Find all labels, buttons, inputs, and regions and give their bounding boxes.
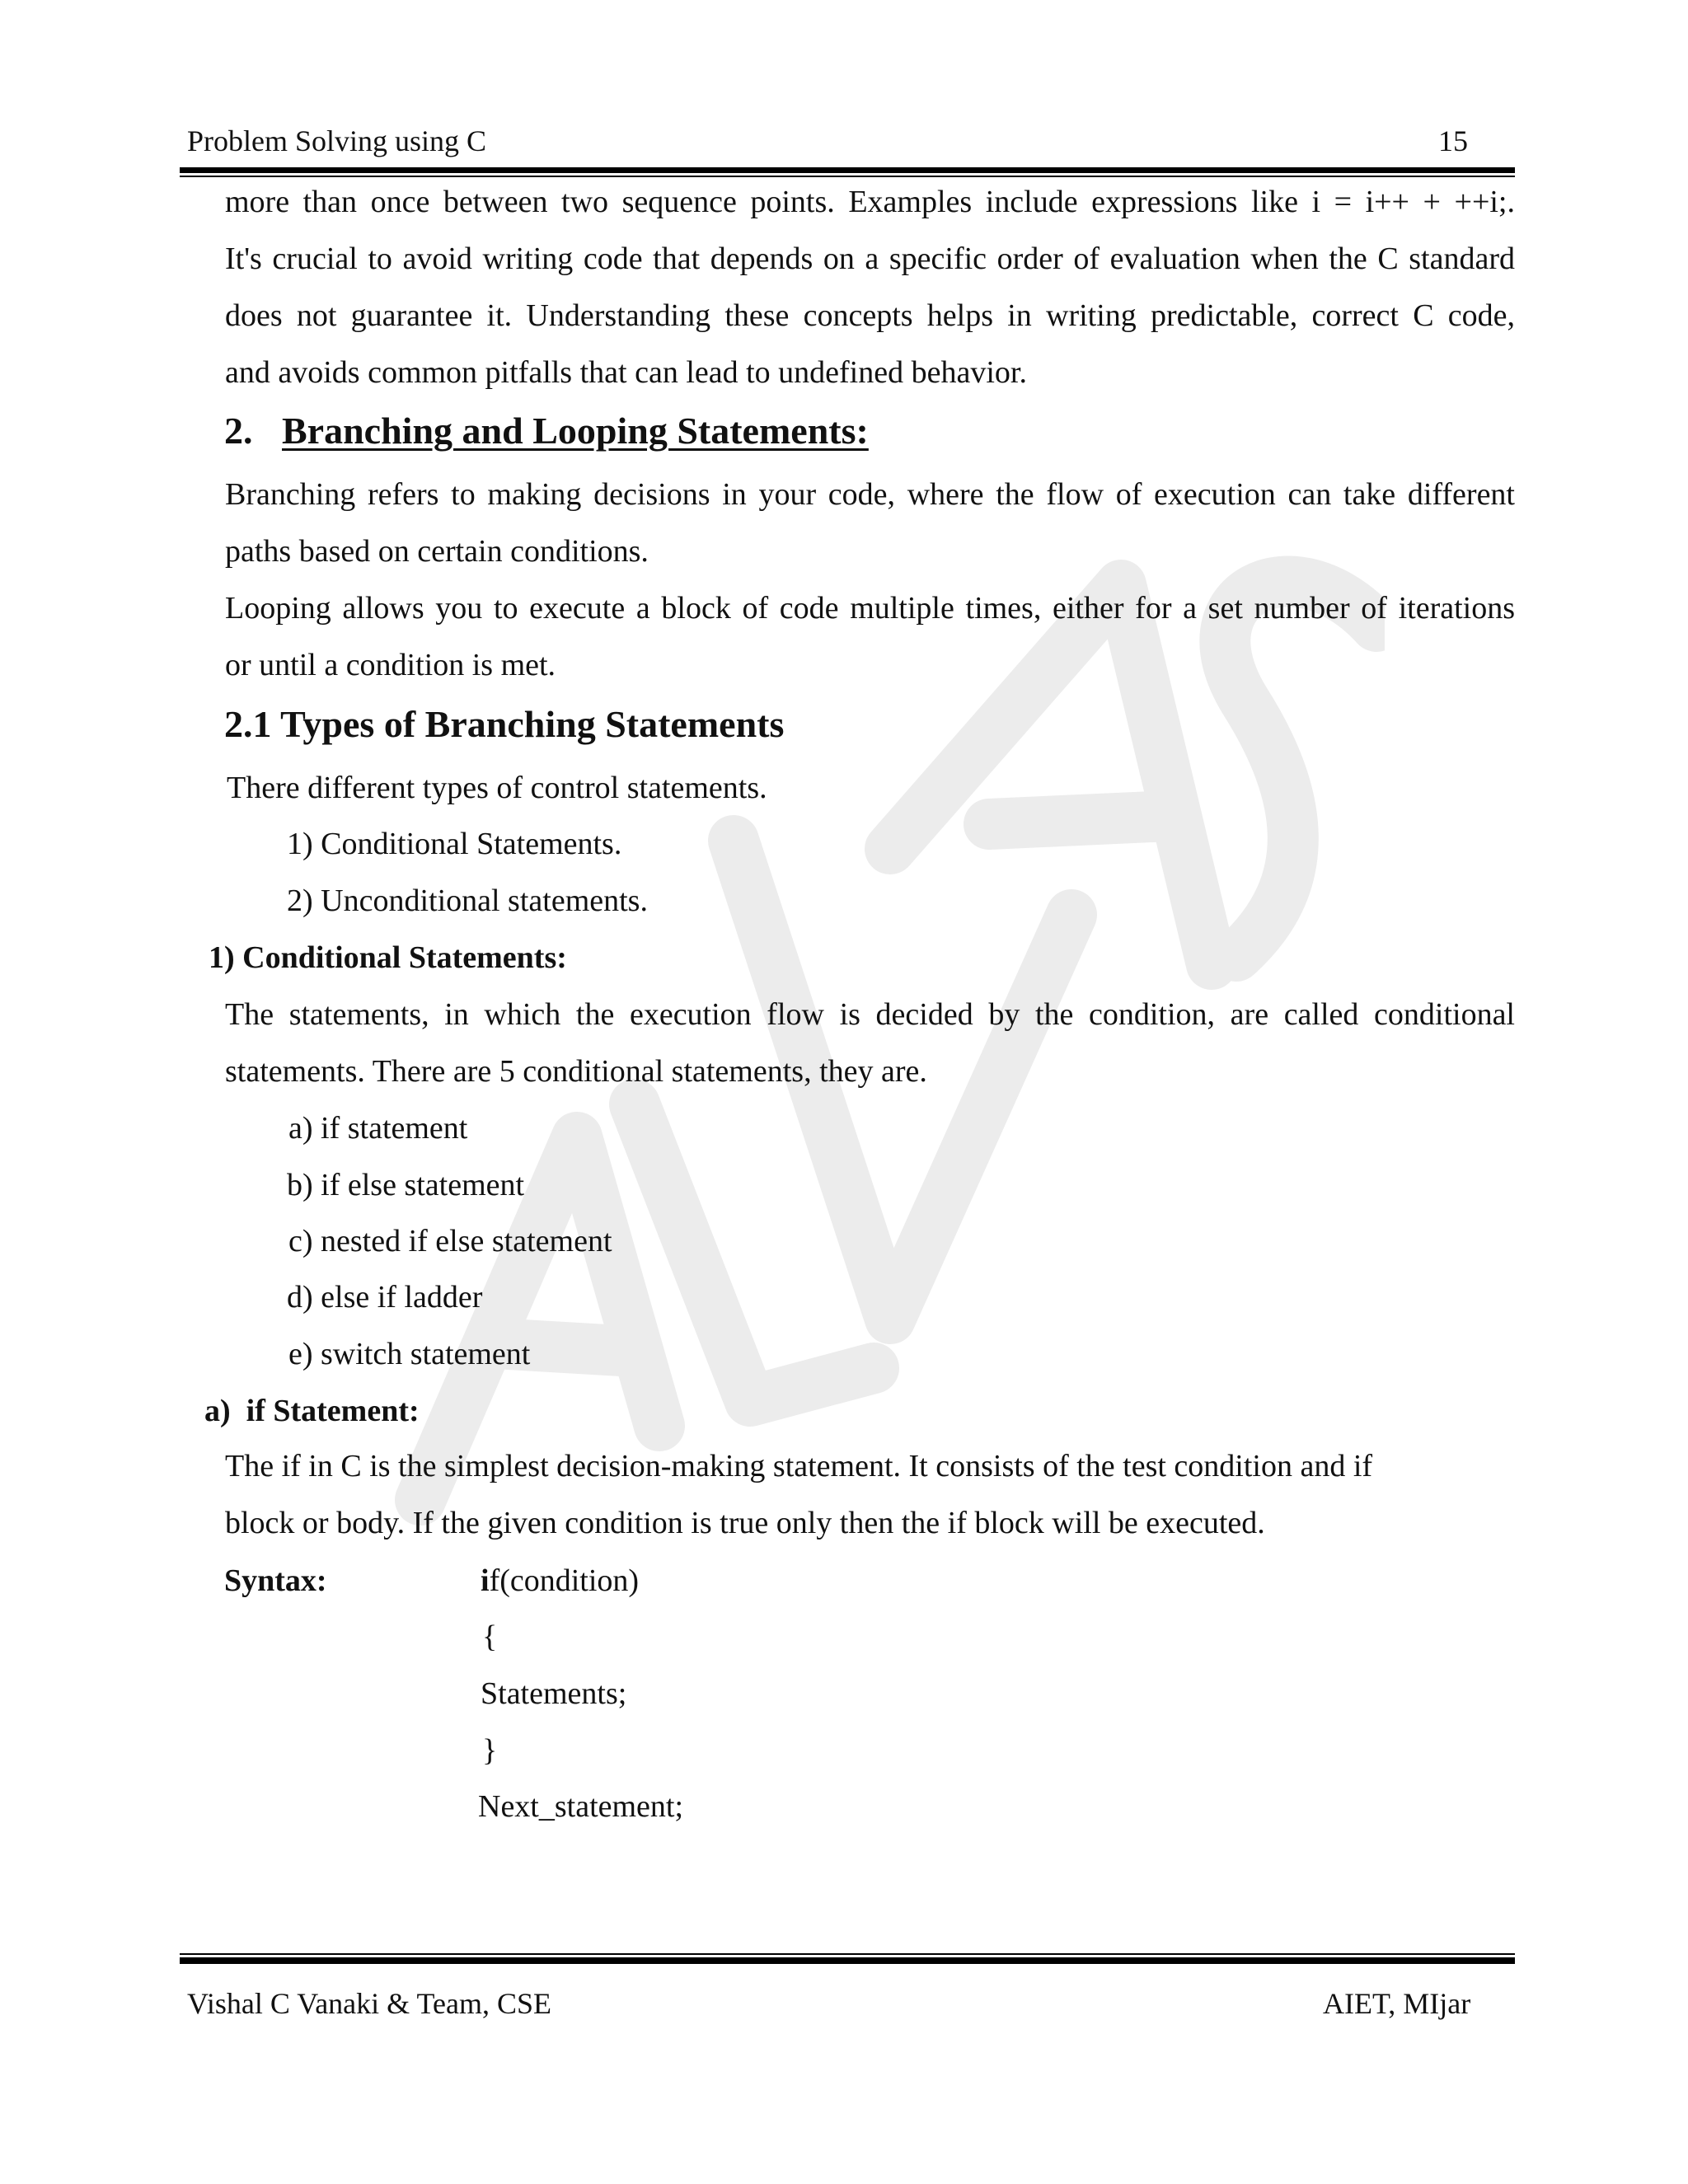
paragraph-line: statements. There are 5 conditional statements, they are. bbox=[225, 1054, 927, 1089]
paragraph-line: or until a condition is met. bbox=[225, 648, 556, 682]
paragraph-line: The statements, in which the execution flow is decided by the condition, are called conditional bbox=[225, 997, 1515, 1032]
paragraph-line: It's crucial to avoid writing code that depends on a specific order of evaluation when the C standard bbox=[225, 241, 1515, 276]
paragraph-line: more than once between two sequence points. Examples include expressions like i = i++ + ++i;. bbox=[225, 185, 1515, 219]
syntax-line: Next_statement; bbox=[478, 1789, 684, 1824]
list-item: d) else if ladder bbox=[287, 1280, 483, 1315]
paragraph-line: Looping allows you to execute a block of code multiple times, either for a set number of iterations bbox=[225, 591, 1515, 626]
syntax-label: Syntax: bbox=[224, 1563, 327, 1598]
footer-institution: AIET, MIjar bbox=[1323, 1987, 1471, 2020]
list-item: b) if else statement bbox=[287, 1168, 525, 1202]
paragraph-line: paths based on certain conditions. bbox=[225, 534, 649, 569]
syntax-line: Statements; bbox=[481, 1676, 627, 1711]
list-item: a) if statement bbox=[288, 1111, 468, 1146]
intro-paragraph bbox=[225, 174, 1515, 401]
branching-paragraph bbox=[225, 466, 1515, 580]
syntax-rest: f(condition) bbox=[489, 1563, 640, 1598]
paragraph-line: does not guarantee it. Understanding these concepts helps in writing predictable, correct C code, bbox=[225, 298, 1515, 333]
paragraph-line: Branching refers to making decisions in your code, where the flow of execution can take different bbox=[225, 477, 1515, 512]
if-statement-paragraph bbox=[225, 1438, 1515, 1552]
section-title: Branching and Looping Statements: bbox=[282, 410, 869, 452]
conditional-paragraph bbox=[225, 987, 1515, 1100]
footer-rule-thin bbox=[180, 1953, 1515, 1955]
header-rule-thick bbox=[180, 167, 1515, 173]
syntax-line bbox=[481, 1561, 639, 1601]
syntax-line: } bbox=[482, 1733, 498, 1768]
header-title: Problem Solving using C bbox=[187, 124, 487, 157]
conditional-heading: 1) Conditional Statements: bbox=[209, 940, 567, 975]
if-statement-heading: a) if Statement: bbox=[204, 1394, 420, 1428]
subsection-heading: 2.1 Types of Branching Statements bbox=[224, 703, 785, 745]
footer-author: Vishal C Vanaki & Team, CSE bbox=[187, 1987, 551, 2020]
list-item: e) switch statement bbox=[288, 1337, 531, 1371]
paragraph-line: and avoids common pitfalls that can lead to undefined behavior. bbox=[225, 355, 1027, 390]
list-item: 2) Unconditional statements. bbox=[287, 883, 648, 918]
footer-rule-thick bbox=[180, 1957, 1515, 1964]
section-2-heading bbox=[224, 409, 869, 452]
paragraph-line: The if in C is the simplest decision-making statement. It consists of the test condition and if bbox=[225, 1449, 1373, 1483]
paragraph-line: block or body. If the given condition is true only then the if block will be executed. bbox=[225, 1506, 1265, 1540]
syntax-line: { bbox=[482, 1619, 498, 1654]
syntax-keyword: i bbox=[481, 1563, 490, 1598]
subsection-intro: There different types of control statements. bbox=[227, 771, 767, 805]
section-number: 2. bbox=[224, 410, 253, 452]
list-item: c) nested if else statement bbox=[288, 1224, 612, 1258]
list-item: 1) Conditional Statements. bbox=[287, 827, 622, 861]
looping-paragraph bbox=[225, 580, 1515, 694]
header-page-number: 15 bbox=[1438, 124, 1468, 157]
